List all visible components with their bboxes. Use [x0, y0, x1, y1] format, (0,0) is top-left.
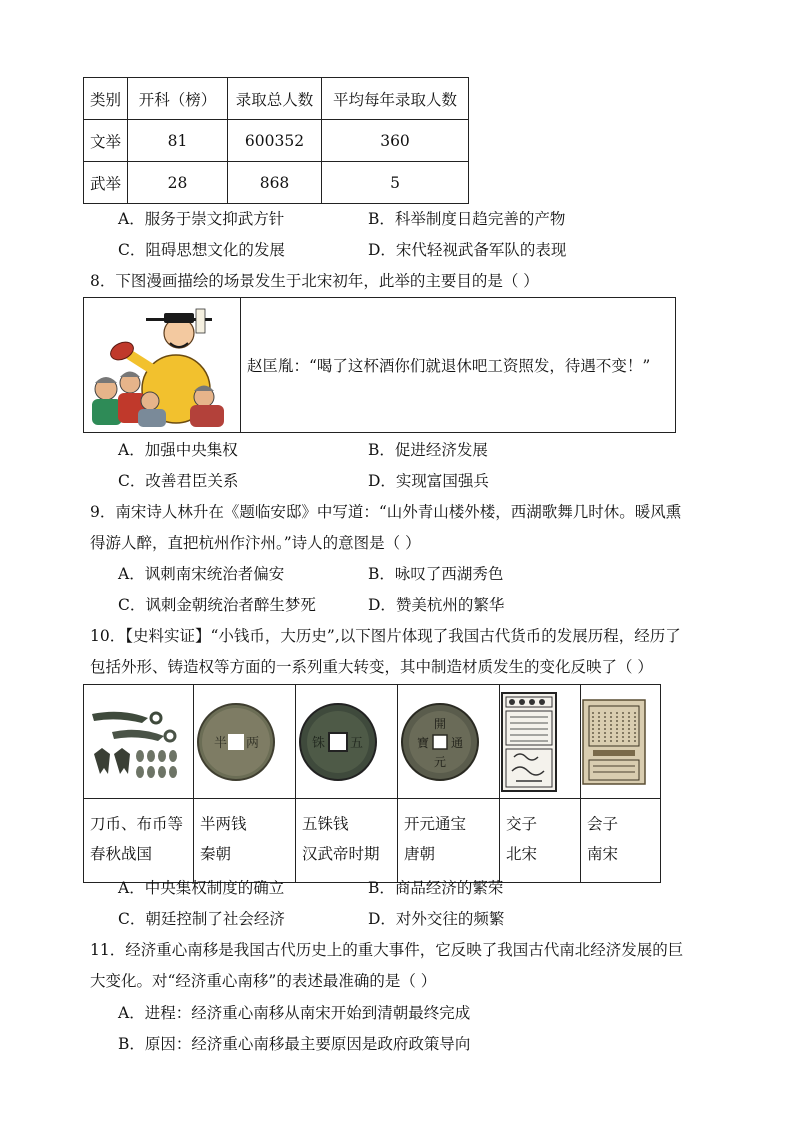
q8-option-a: A．加强中央集权	[118, 441, 238, 459]
kaiyuan-coin-image	[398, 685, 500, 799]
q9-option-b: B．咏叹了西湖秀色	[368, 565, 504, 583]
table-header-cell: 类别	[84, 78, 128, 120]
q7-option-d: D．宋代轻视武备军队的表现	[368, 241, 567, 259]
q11-option-a: A．进程：经济重心南移从南宋开始到清朝最终完成	[118, 1004, 471, 1022]
coin-name: 刀币、布币等	[90, 815, 184, 833]
coin-era: 汉武帝时期	[302, 845, 380, 863]
knife-spade-coin-image	[84, 685, 194, 799]
currency-label-cell	[296, 799, 398, 883]
coin-name: 半两钱	[200, 815, 247, 833]
banliang-coin-image	[194, 685, 296, 799]
svg-text:五: 五	[350, 735, 364, 751]
q9-option-a: A．讽刺南宋统治者偏安	[118, 565, 285, 583]
q9-stem-line2: 得游人醉，直把杭州作汴州。”诗人的意图是（ ）	[90, 534, 421, 552]
q10-stem-line1: 10．【史料实证】“小钱币，大历史”,以下图片体现了我国古代货币的发展历程，经历了	[90, 627, 681, 645]
currency-label-cell	[398, 799, 500, 883]
currency-label-cell	[194, 799, 296, 883]
banliang-coin-right-char: 两	[246, 735, 260, 751]
q9-option-d: D．赞美杭州的繁华	[368, 596, 505, 614]
q11-option-b: B．原因：经济重心南移最主要原因是政府政策导向	[118, 1035, 471, 1053]
table-row	[84, 162, 469, 204]
quote-cell: 赵匡胤：“喝了这杯酒你们就退休吧工资照发，待遇不变！”	[241, 298, 676, 433]
q8-option-d: D．实现富国强兵	[368, 472, 489, 490]
currency-label-cell	[500, 799, 581, 883]
svg-text:铢: 铢	[312, 735, 326, 751]
wuzhu-coin-image	[296, 685, 398, 799]
svg-text:開: 開	[434, 716, 447, 731]
currency-label-row	[84, 799, 661, 883]
q11-stem-line2: 大变化。对“经济重心南移”的表述最准确的是（ ）	[90, 972, 437, 990]
exam-count-table	[83, 77, 469, 204]
q10-option-b: B．商品经济的繁荣	[368, 879, 504, 897]
svg-text:通: 通	[451, 735, 464, 750]
q8-option-c: C．改善君臣关系	[118, 472, 239, 490]
coin-era: 南宋	[587, 845, 619, 863]
coin-name: 会子	[587, 815, 619, 833]
coin-era: 北宋	[506, 845, 538, 863]
q8-option-b: B．促进经济发展	[368, 441, 488, 459]
table-cell: 文举	[84, 120, 128, 162]
coin-name: 五铢钱	[302, 815, 349, 833]
table-cell: 28	[128, 162, 228, 204]
banliang-coin-left-char: 半	[214, 735, 228, 751]
coin-name: 交子	[506, 815, 538, 833]
table-header-row	[84, 78, 469, 120]
table-cell: 868	[228, 162, 322, 204]
q8-cartoon-table	[83, 297, 676, 433]
q10-option-d: D．对外交往的频繁	[368, 910, 505, 928]
coin-era: 秦朝	[200, 845, 232, 863]
table-cell: 81	[128, 120, 228, 162]
jiaozi-note-image	[500, 685, 581, 799]
table-cell: 600352	[228, 120, 322, 162]
knife-coin-icon	[84, 692, 184, 792]
currency-label-cell	[581, 799, 661, 883]
coin-name: 开元通宝	[404, 815, 467, 833]
table-cell: 360	[322, 120, 469, 162]
jiaozi-paper-note-icon	[500, 691, 558, 793]
table-header-cell: 开科（榜）	[128, 78, 228, 120]
svg-text:寶: 寶	[417, 735, 430, 750]
currency-table	[83, 684, 661, 883]
banliang-coin-icon	[194, 700, 278, 784]
q10-stem-line2: 包括外形、铸造权等方面的一系列重大转变，其中制造材质发生的变化反映了（ ）	[90, 658, 653, 676]
cartoon-emperor-toast-illustration	[84, 301, 234, 429]
q8-stem: 8．下图漫画描绘的场景发生于北宋初年，此举的主要目的是（ ）	[90, 272, 539, 290]
table-cell: 武举	[84, 162, 128, 204]
q9-stem-line1: 9．南宋诗人林升在《题临安邸》中写道：“山外青山楼外楼，西湖歌舞几时休。暖风熏	[90, 503, 682, 521]
q11-stem-line1: 11．经济重心南移是我国古代历史上的重大事件，它反映了我国古代南北经济发展的巨	[90, 941, 684, 959]
table-header-cell: 录取总人数	[228, 78, 322, 120]
q7-option-b: B．科举制度日趋完善的产物	[368, 210, 566, 228]
wuzhu-coin-icon	[296, 700, 380, 784]
coin-era: 唐朝	[404, 845, 436, 863]
q10-option-a: A．中央集权制度的确立	[118, 879, 285, 897]
currency-image-row	[84, 685, 661, 799]
q10-option-c: C．朝廷控制了社会经济	[118, 910, 285, 928]
table-cell: 5	[322, 162, 469, 204]
coin-era: 春秋战国	[90, 845, 153, 863]
kaiyuan-coin-icon	[398, 700, 482, 784]
huizi-note-image	[581, 685, 661, 799]
svg-text:元: 元	[434, 754, 447, 769]
q7-option-a: A．服务于崇文抑武方针	[118, 210, 285, 228]
currency-label-cell	[84, 799, 194, 883]
q7-option-c: C．阻碍思想文化的发展	[118, 241, 285, 259]
q9-option-c: C．讽刺金朝统治者醉生梦死	[118, 596, 316, 614]
cartoon-cell	[84, 298, 241, 433]
huizi-paper-note-icon	[581, 698, 647, 786]
table-header-cell: 平均每年录取人数	[322, 78, 469, 120]
table-row	[84, 120, 469, 162]
